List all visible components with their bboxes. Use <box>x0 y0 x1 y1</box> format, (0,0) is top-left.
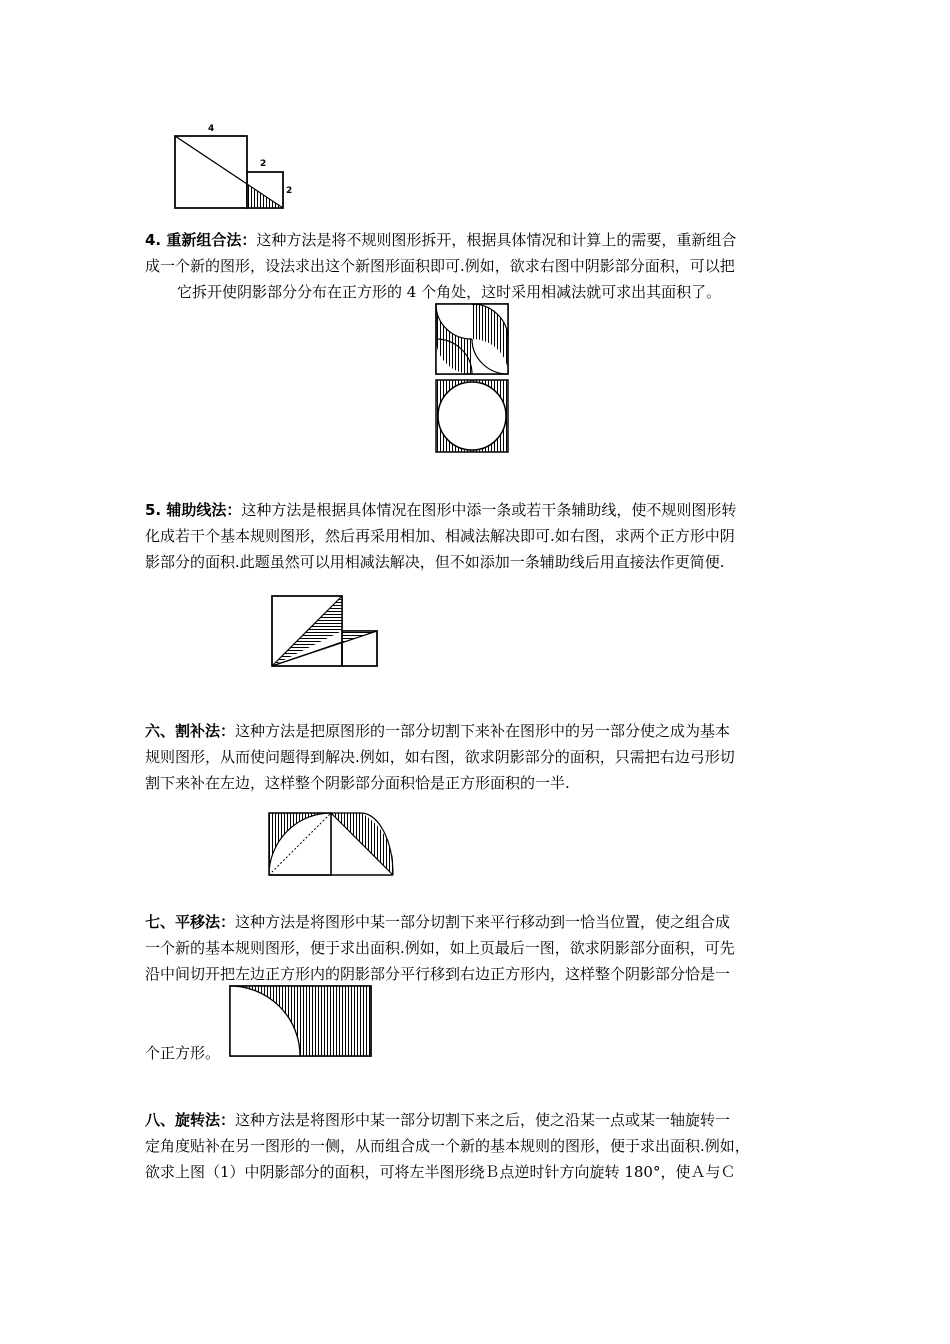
section4-line2: 成一个新的图形，设法求出这个新图形面积即可.例如，欲求右图中阴影部分面积，可以把 <box>145 257 735 275</box>
figure-pinwheel-square <box>434 302 512 376</box>
section5-line2: 化成若干个基本规则图形，然后再采用相加、相减法解决即可.如右图，求两个正方形中阴 <box>145 527 735 545</box>
figure-translation <box>228 984 374 1058</box>
section8-line3: 欲求上图（1）中阴影部分的面积，可将左半图形绕Ｂ点逆时针方向旋转 180°，使Ａ与Ｃ <box>145 1163 736 1181</box>
section4-line1: 4. 重新组合法：这种方法是将不规则图形拆开，根据具体情况和计算上的需要，重新组合 <box>145 231 737 249</box>
figure1-label-mid: 2 <box>260 159 267 169</box>
section4-line3: 它拆开使阴影部分分布在正方形的 4 个角处，这时采用相减法就可求出其面积了。 <box>177 283 722 301</box>
section5-line3: 影部分的面积.此题虽然可以用相减法解决，但不如添加一条辅助线后用直接法作更简便. <box>145 553 725 571</box>
section6-heading: 六、割补法： <box>145 722 236 740</box>
figure-cut-and-fill <box>266 810 398 878</box>
figure-square-inscribed-circle <box>434 378 512 454</box>
figure-two-squares-auxiliary-line <box>268 593 382 669</box>
figure1-label-right: 2 <box>286 186 293 196</box>
section6-line2: 规则图形，从而使问题得到解决.例如，如右图，欲求阴影部分的面积，只需把右边弓形切 <box>145 748 735 766</box>
figure1-label-top: 4 <box>208 124 215 134</box>
section5-heading: 5. 辅助线法： <box>145 501 242 519</box>
section6-line3: 割下来补在左边，这样整个阴影部分面积恰是正方形面积的一半. <box>145 774 570 792</box>
section8-line2: 定角度贴补在另一图形的一侧，从而组合成一个新的基本规则的图形，便于求出面积.例如， <box>145 1137 750 1155</box>
section4-heading: 4. 重新组合法： <box>145 231 257 249</box>
section8-heading: 八、旋转法： <box>145 1111 236 1129</box>
section7-line4: 个正方形。 <box>145 1044 221 1062</box>
figure-two-squares-diagonal <box>170 120 300 210</box>
section7-line3: 沿中间切开把左边正方形内的阴影部分平行移到右边正方形内，这样整个阴影部分恰是一 <box>145 965 731 983</box>
section8-line1: 八、旋转法：这种方法是将图形中某一部分切割下来之后，使之沿某一点或某一轴旋转一 <box>145 1111 731 1129</box>
section7-heading: 七、平移法： <box>145 913 236 931</box>
section6-line1: 六、割补法：这种方法是把原图形的一部分切割下来补在图形中的另一部分使之成为基本 <box>145 722 731 740</box>
section7-line1: 七、平移法：这种方法是将图形中某一部分切割下来平行移动到一恰当位置，使之组合成 <box>145 913 731 931</box>
section7-line2: 一个新的基本规则图形，便于求出面积.例如，如上页最后一图，欲求阴影部分面积，可先 <box>145 939 735 957</box>
section5-line1: 5. 辅助线法：这种方法是根据具体情况在图形中添一条或若干条辅助线，使不规则图形转 <box>145 501 737 519</box>
